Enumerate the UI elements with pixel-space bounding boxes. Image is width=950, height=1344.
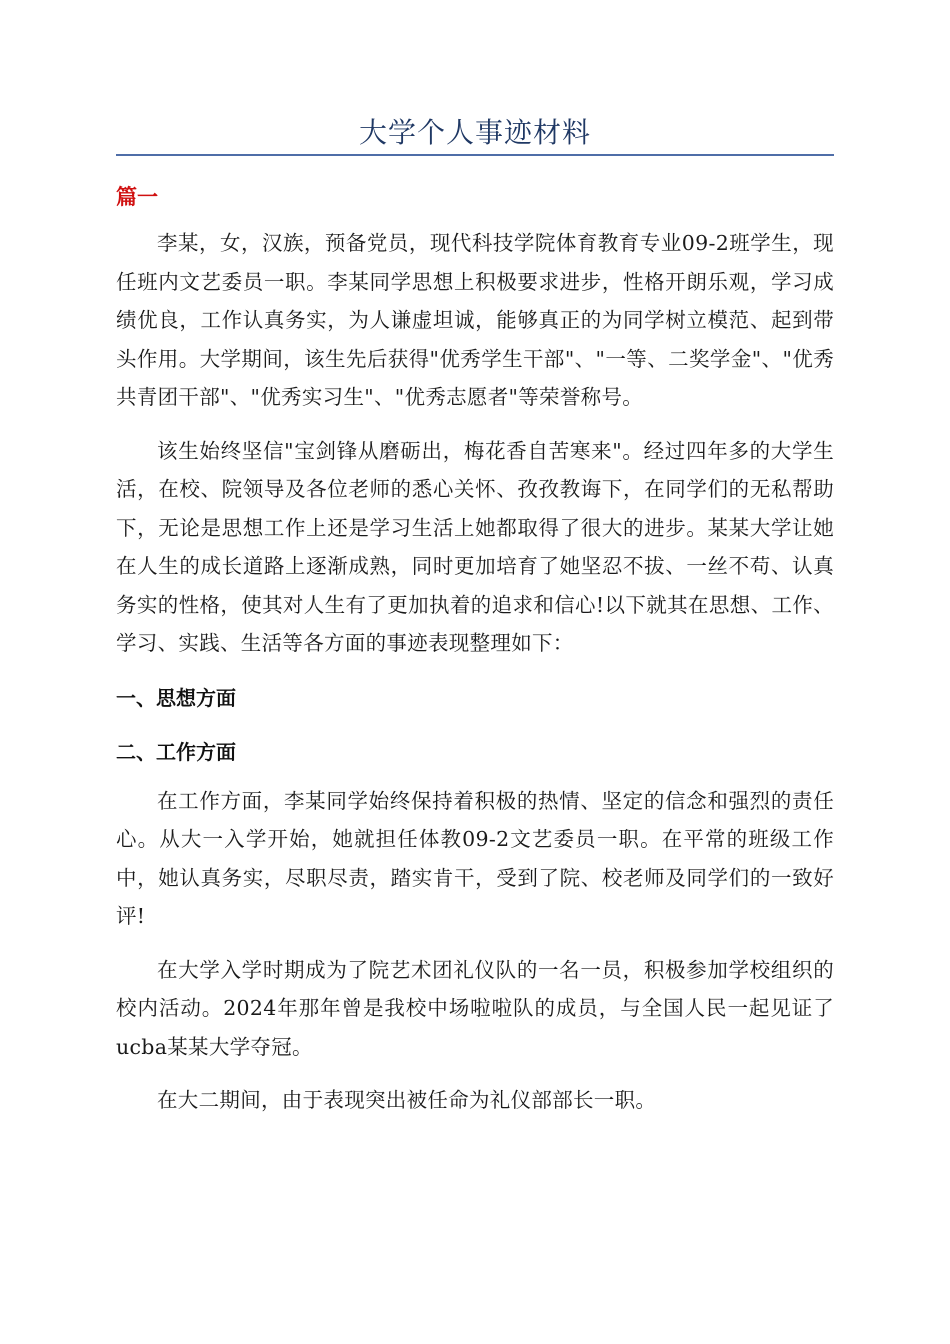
title-divider [116,154,834,156]
paragraph-work-3: 在大二期间，由于表现突出被任命为礼仪部部长一职。 [157,1088,657,1112]
section-label: 篇一 [116,185,158,209]
document-title: 大学个人事迹材料 [358,116,591,149]
document-page [116,108,834,1120]
paragraph-work-2: 在大学入学时期成为了院艺术团礼仪队的一名一员，积极参加学校组织的校内活动。2024年那年曾是我校中场啦啦队的成员，与全国人民一起见证了ucba某某大学夺冠。 [116,957,834,1059]
heading-thought: 一、思想方面 [116,685,236,710]
paragraph-intro: 李某，女，汉族，预备党员，现代科技学院体育教育专业09-2班学生，现任班内文艺委员一职。李某同学思想上积极要求进步，性格开朗乐观，学习成绩优良，工作认真务实，为人谦虚坦诚，能够真正的为同学树立模范、起到带头作用。大学期间，该生先后获得"优秀学生干部"、"一等、二奖学金"、"优秀共青团干部"、"优秀实习生"、"优秀志愿者"等荣誉称号。 [116,231,834,409]
heading-work: 二、工作方面 [116,739,236,764]
paragraph-work-1: 在工作方面，李某同学始终保持着积极的热情、坚定的信念和强烈的责任心。从大一入学开始，她就担任体教09-2文艺委员一职。在平常的班级工作中，她认真务实，尽职尽责，踏实肯干，受到了院、校老师及同学们的一致好评! [116,788,834,928]
paragraph-belief: 该生始终坚信"宝剑锋从磨砺出，梅花香自苦寒来"。经过四年多的大学生活，在校、院领导及各位老师的悉心关怀、孜孜教诲下，在同学们的无私帮助下，无论是思想工作上还是学习生活上她都取得了很大的进步。某某大学让她在人生的成长道路上逐渐成熟，同时更加培育了她坚忍不拔、一丝不苟、认真务实的性格，使其对人生有了更加执着的追求和信心!以下就其在思想、工作、学习、实践、生活等各方面的事迹表现整理如下： [116,438,834,655]
